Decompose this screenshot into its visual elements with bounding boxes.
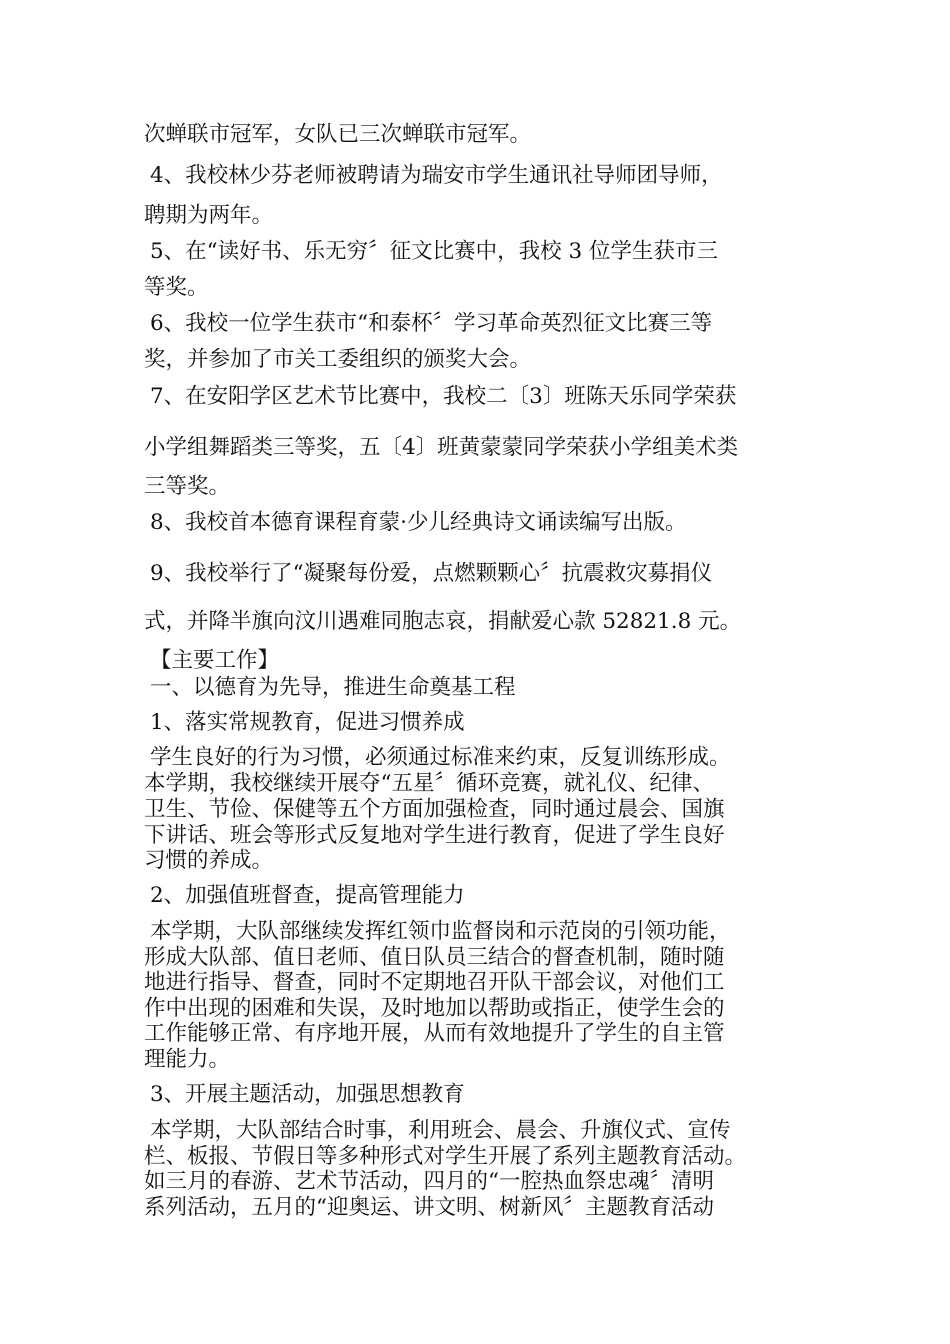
text-line: 次蝉联市冠军，女队已三次蝉联市冠军。 xyxy=(144,122,532,147)
text-line: 栏、板报、节假日等多种形式对学生开展了系列主题教育活动。 xyxy=(144,1144,747,1169)
text-line: 4、我校林少芬老师被聘请为瑞安市学生通讯社导师团导师， xyxy=(150,163,723,188)
text-line: 形成大队部、值日老师、值日队员三结合的督查机制，随时随 xyxy=(144,945,725,970)
text-line: 地进行指导、督查，同时不定期地召开队干部会议，对他们工 xyxy=(144,970,725,995)
text-line: 工作能够正常、有序地开展，从而有效地提升了学生的自主管 xyxy=(144,1021,725,1046)
text-line: 作中出现的困难和失误，及时地加以帮助或指正，使学生会的 xyxy=(144,996,725,1021)
text-line: 本学期，大队部结合时事，利用班会、晨会、升旗仪式、宣传 xyxy=(150,1118,731,1143)
text-line: 等奖。 xyxy=(144,275,209,300)
text-line: 本学期，大队部继续发挥红领巾监督岗和示范岗的引领功能， xyxy=(150,919,731,944)
section-heading: 一、以德育为先导，推进生命奠基工程 xyxy=(150,675,516,700)
text-line: 聘期为两年。 xyxy=(144,203,274,228)
text-line: 三等奖。 xyxy=(144,474,231,499)
text-line: 系列活动，五月的“迎奥运、讲文明、树新风〞主题教育活动 xyxy=(144,1195,714,1220)
subsection-heading: 2、加强值班督查，提高管理能力 xyxy=(150,883,465,908)
text-line: 奖，并参加了市关工委组织的颁奖大会。 xyxy=(144,347,532,372)
text-line: 理能力。 xyxy=(144,1047,231,1072)
text-line: 学生良好的行为习惯，必须通过标准来约束，反复训练形成。 xyxy=(150,745,731,770)
text-line: 卫生、节俭、保健等五个方面加强检查，同时通过晨会、国旗 xyxy=(144,797,725,822)
text-line: 5、在“读好书、乐无穷〞征文比赛中，我校 3 位学生获市三 xyxy=(150,239,719,264)
text-line: 7、在安阳学区艺术节比赛中，我校二〔3〕班陈天乐同学荣获 xyxy=(150,384,737,409)
subsection-heading: 1、落实常规教育，促进习惯养成 xyxy=(150,710,465,735)
text-line: 式，并降半旗向汶川遇难同胞志哀，捐献爱心款 52821.8 元。 xyxy=(144,609,742,634)
text-line: 小学组舞蹈类三等奖，五〔4〕班黄蒙蒙同学荣获小学组美术类 xyxy=(144,435,739,460)
text-line: 6、我校一位学生获市“和泰杯〞学习革命英烈征文比赛三等 xyxy=(150,311,713,336)
text-line: 8、我校首本德育课程育蒙·少儿经典诗文诵读编写出版。 xyxy=(150,510,687,535)
subsection-heading: 3、开展主题活动，加强思想教育 xyxy=(150,1082,465,1107)
text-line: 本学期，我校继续开展夺“五星〞循环竞赛，就礼仪、纪律、 xyxy=(144,771,714,796)
text-line: 如三月的春游、艺术节活动，四月的“一腔热血祭忠魂〞清明 xyxy=(144,1169,714,1194)
section-heading: 【主要工作】 xyxy=(150,648,280,673)
text-line: 习惯的养成。 xyxy=(144,848,274,873)
text-line: 9、我校举行了“凝聚每份爱，点燃颗颗心〞抗震救灾募捐仪 xyxy=(150,561,713,586)
text-line: 下讲话、班会等形式反复地对学生进行教育，促进了学生良好 xyxy=(144,823,725,848)
